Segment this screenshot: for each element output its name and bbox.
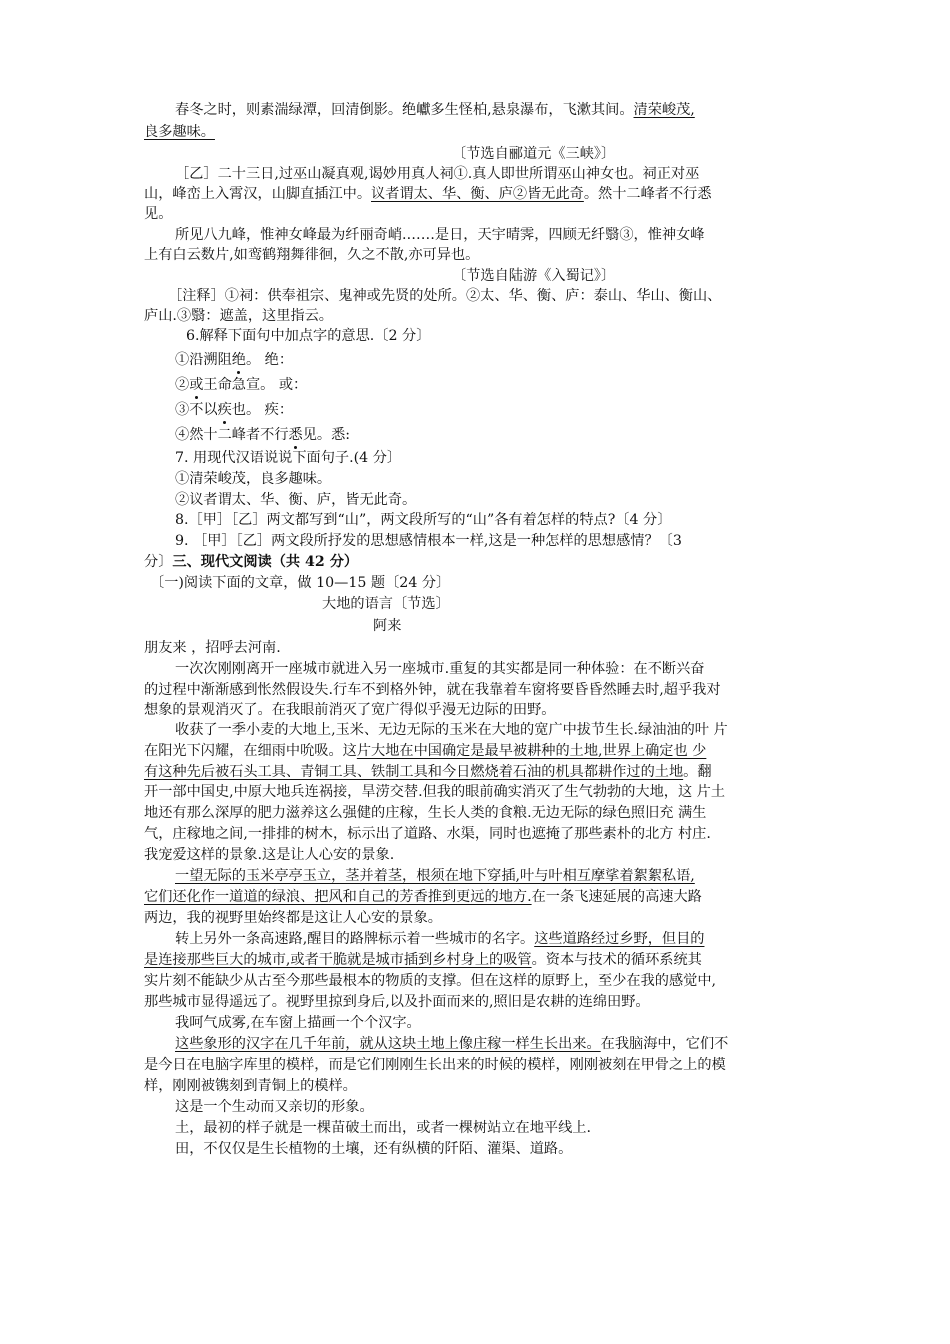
text-line: 所见八九峰，惟神女峰最为纤丽奇峭.……是日，天宇晴霁，四顾无纤翳③，惟神女峰 (175, 227, 705, 243)
annotation-line: ［注释］①祠：供奉祖宗、鬼神或先贤的处所。②太、华、衡、庐：泰山、华山、衡山、 (168, 288, 722, 304)
text-line (175, 1034, 728, 1054)
question-8: 8.［甲］［乙］两文都写到“山”，两文段所写的“山”各有着怎样的特点?〔4 分〕 (175, 512, 672, 528)
text-line: 见。 (144, 206, 173, 222)
underlined-text: 一望无际的玉米亭亭玉立，茎并着茎，根须在地下穿插,叶与叶相互摩挲着絮絮私语, (175, 868, 695, 884)
text-line: 我宠爱这样的景象.这是让人心安的景象. (144, 847, 395, 863)
text-span: 春冬之时，则素湍绿潭，回清倒影。绝巘多生怪柏,悬泉瀑布，飞漱其间。 (175, 102, 634, 118)
text-line: 实片刻不能缺少从古至今那些最根本的物质的支撑。但在这样的原野上，至少在我的感觉中, (144, 973, 717, 989)
text-span: 山，峰峦上入霄汉，山脚直插江中。 (144, 186, 372, 202)
underlined-text: 良多趣味。 (144, 124, 215, 140)
text-line: 我呵气成雾,在车窗上描画一个个汉字。 (175, 1015, 421, 1031)
text-span: ①沿溯阻 (175, 352, 232, 368)
text-line (144, 887, 702, 907)
text-span: 。然十二峰者不行悉 (583, 186, 712, 202)
section-heading: 三、现代文阅读（共 42 分） (172, 554, 359, 570)
text-line: 的过程中渐渐感到怅然假设失.行车不到格外钟，就在我靠着车窗将要昏昏然睡去时,超乎我对 (144, 682, 721, 698)
text-line: 地还有那么深厚的肥力滋养这么强健的庄稼，生长人类的食粮.无边无际的绿色照旧充 满生 (144, 805, 707, 821)
text-span: 在阳光下闪耀，在细雨中吮吸。这 (144, 743, 357, 759)
section-subheading: 〔一)阅读下面的文章，做 10—15 题〔24 分〕 (150, 575, 451, 591)
question-item (175, 425, 350, 445)
underlined-text: 这些道路经过乡野，但目的 (534, 931, 705, 947)
text-span: 也。 疾： (231, 402, 294, 418)
text-line (144, 184, 712, 204)
text-line: 田，不仅仅是生长植物的土壤，还有纵横的阡陌、灌渠、道路。 (175, 1141, 573, 1157)
question-6-stem: 6.解释下面句中加点字的意思.〔2 分〕 (186, 328, 431, 344)
underlined-text: 这些象形的汉字在几千年前，就从这块土地上像庄稼一样生长出来。 (175, 1036, 601, 1052)
text-span: 分〕 (144, 554, 173, 570)
dotted-char: 悉 (288, 427, 303, 443)
question-7-stem: 7. 用现代汉语说说下面句子.(4 分〕 (175, 450, 402, 466)
underlined-text: 片大地在中国确定是最早被耕种的土地,世界上确定也 少 (356, 743, 707, 759)
text-line (144, 741, 706, 761)
underlined-text: 有这种先后被石头工具、青铜工具、铁制工具和今日燃烧着石油的机具都耕作过的土地 (144, 764, 684, 780)
text-line: 开一部中国史,中原大地兵连祸接，旱涝交替.但我的眼前确实消灭了生气勃勃的大地，这 片土 (144, 784, 726, 800)
text-line (144, 122, 215, 142)
text-span: ② (175, 377, 190, 393)
question-item (175, 350, 293, 370)
text-span: 。资本与技术的循环系统其 (531, 952, 702, 968)
text-line (144, 552, 358, 572)
underlined-text: 议者谓太、华、衡、庐②皆无此奇 (371, 186, 584, 202)
text-span: 转上另外一条高速路,醒目的路牌标示着一些城市的名字。 (175, 931, 535, 947)
text-line (175, 866, 695, 886)
text-span: 见。悉: (302, 427, 351, 443)
question-9: 9. ［甲］［乙］两文段所抒发的思想感情根本一样,这是一种怎样的思想感情？〔3 (175, 533, 682, 549)
underlined-text: 是连接那些巨大的城市,或者干脆就是城市插到乡村身上的吸管 (144, 952, 532, 968)
text-line: ［乙］二十三日,过巫山凝真观,谒妙用真人祠①.真人即世所谓巫山神女也。祠正对巫 (175, 166, 700, 182)
text-line: 收获了一季小麦的大地上,玉米、无边无际的玉米在大地的宽广中拔节生长.绿油油的叶 片 (175, 722, 728, 738)
text-span: 。翻 (683, 764, 712, 780)
text-span: ④然十二峰者不行 (175, 427, 289, 443)
text-line: 一次次刚刚离开一座城市就进入另一座城市.重复的其实都是同一种体验：在不断兴奋 (175, 661, 705, 677)
question-item: ②议者谓太、华、衡、庐，皆无此奇。 (175, 492, 417, 508)
text-span: 在一条飞速延展的高速大路 (531, 889, 702, 905)
text-line: 样，刚刚被镌刻到青铜上的模样。 (144, 1078, 357, 1094)
text-line: 气，庄稼地之间,一排排的树木，标示出了道路、水渠，同时也遮掩了那些素朴的北方 村庄. (144, 826, 711, 842)
text-line (175, 929, 704, 949)
text-line: 这是一个生动而又亲切的形象。 (175, 1099, 374, 1115)
text-line (144, 762, 712, 782)
text-span: 王命急宣。 或： (203, 377, 308, 393)
question-item (175, 375, 307, 395)
article-title: 大地的语言〔节选〕 (322, 596, 450, 612)
dotted-char: 绝 (231, 352, 246, 368)
dotted-char: 或 (189, 377, 204, 393)
text-line: 土，最初的样子就是一棵苗破土而出，或者一棵树站立在地平线上. (175, 1120, 591, 1136)
annotation-line: 庐山.③翳：遮盖，这里指云。 (144, 308, 333, 324)
text-line: 是今日在电脑字库里的模样，而是它们刚刚生长出来的时候的模样，刚刚被刻在甲骨之上的模 (144, 1057, 726, 1073)
text-span: 。 绝： (245, 352, 294, 368)
text-span: ③不以 (175, 402, 218, 418)
question-item: ①清荣峻茂，良多趣味。 (175, 471, 332, 487)
text-line (144, 950, 702, 970)
source-citation: 〔节选自郦道元《三峡》〕 (452, 146, 616, 162)
text-line: 朋友来 ，招呼去河南. (144, 640, 281, 656)
text-line: 想象的景观消灭了。在我眼前消灭了宽广得似乎漫无边际的田野。 (144, 702, 556, 718)
underlined-text: 清荣峻茂, (633, 102, 695, 118)
text-line: 那些城市显得遥远了。视野里掠到身后,以及扑面而来的,照旧是农耕的连绵田野。 (144, 994, 650, 1010)
text-line: 两边，我的视野里始终都是这让人心安的景象。 (144, 910, 442, 926)
text-line: 上有白云数片,如鸾鹤翔舞徘徊，久之不散,亦可异也。 (144, 247, 480, 263)
dotted-char: 疾 (217, 402, 232, 418)
article-author: 阿来 (373, 618, 402, 634)
text-span: 在我脑海中，它们不 (600, 1036, 729, 1052)
source-citation: 〔节选自陆游《入蜀记》〕 (452, 268, 616, 284)
underlined-text: 它们还化作一道道的绿浪、把风和自己的芳香推到更远的地方. (144, 889, 532, 905)
text-line (175, 100, 695, 120)
question-item (175, 400, 293, 420)
